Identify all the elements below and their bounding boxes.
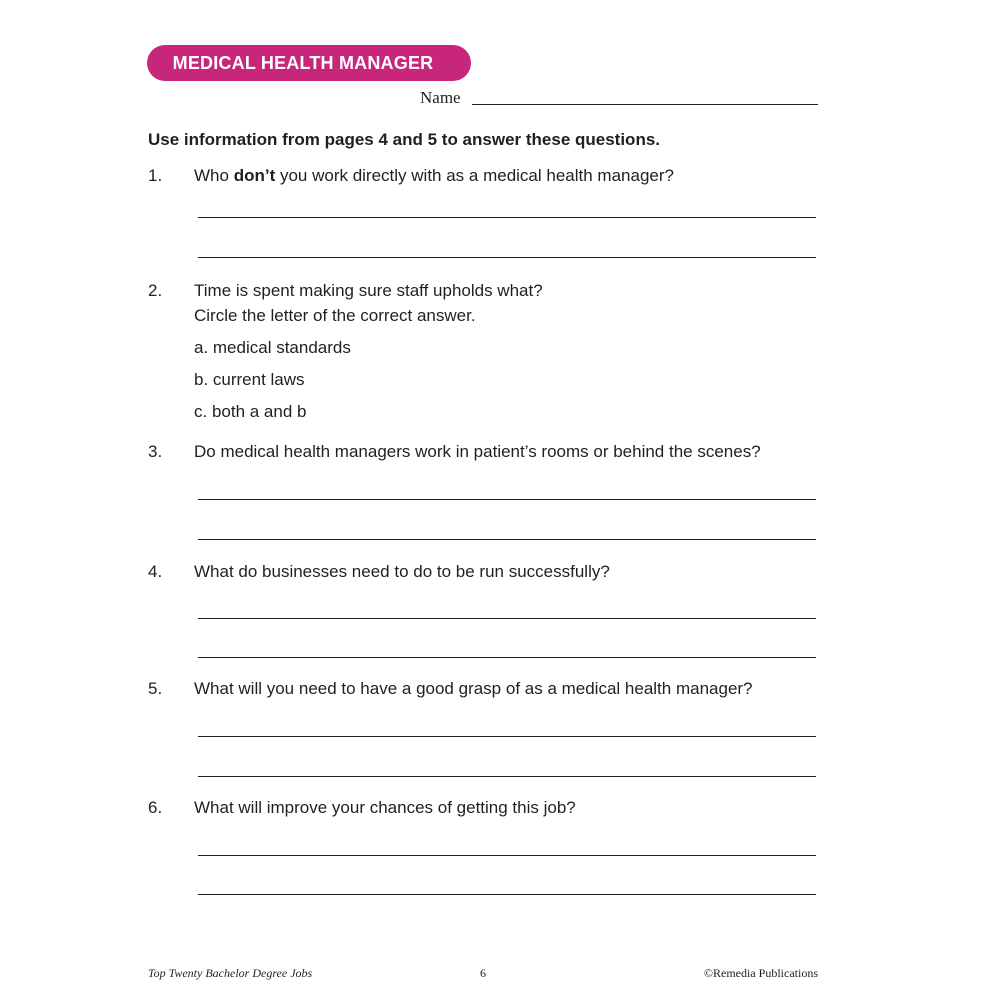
question-2-option-b[interactable]: b. current laws <box>194 370 305 389</box>
question-1-text <box>194 166 674 186</box>
question-5-text: What will you need to have a good grasp of as a medical health manager? <box>194 679 753 698</box>
instructions: Use information from pages 4 and 5 to answer these questions. <box>148 130 661 149</box>
question-3-answer-line-1[interactable] <box>198 499 816 500</box>
question-4-number: 4. <box>148 562 163 581</box>
question-2-number: 2. <box>148 281 163 300</box>
question-1-text-bold: don’t <box>233 166 276 185</box>
footer-publisher: ©Remedia Publications <box>703 966 818 980</box>
question-4-text: What do businesses need to do to be run successfully? <box>194 562 610 581</box>
footer-page-number: 6 <box>480 966 486 980</box>
question-4-answer-line-1[interactable] <box>198 618 816 619</box>
question-6-text: What will improve your chances of getting this job? <box>194 798 576 817</box>
question-1-text-after: you work directly with as a medical health manager? <box>275 166 674 185</box>
question-3-text: Do medical health managers work in patient’s rooms or behind the scenes? <box>194 442 761 461</box>
worksheet-title: MEDICAL HEALTH MANAGER <box>147 45 471 81</box>
footer-book-title: Top Twenty Bachelor Degree Jobs <box>148 966 313 980</box>
question-2-option-c[interactable]: c. both a and b <box>194 402 307 421</box>
question-3-number: 3. <box>148 442 163 461</box>
name-answer-line[interactable] <box>472 104 818 105</box>
question-2-subtext: Circle the letter of the correct answer. <box>194 306 476 325</box>
question-5-answer-line-1[interactable] <box>198 736 816 737</box>
question-6-answer-line-2[interactable] <box>198 894 816 895</box>
question-1-text-before: Who <box>194 166 234 185</box>
name-row <box>420 88 818 108</box>
question-6-answer-line-1[interactable] <box>198 855 816 856</box>
question-6-number: 6. <box>148 798 163 817</box>
question-1-number: 1. <box>148 166 163 185</box>
question-5-number: 5. <box>148 679 163 698</box>
question-3-answer-line-2[interactable] <box>198 539 816 540</box>
question-1-answer-line-2[interactable] <box>198 257 816 258</box>
name-label: Name <box>420 88 461 107</box>
question-2-text: Time is spent making sure staff upholds what? <box>194 281 543 300</box>
question-5-answer-line-2[interactable] <box>198 776 816 777</box>
question-2-option-a[interactable]: a. medical standards <box>194 338 351 357</box>
question-4-answer-line-2[interactable] <box>198 657 816 658</box>
question-1-answer-line-1[interactable] <box>198 217 816 218</box>
